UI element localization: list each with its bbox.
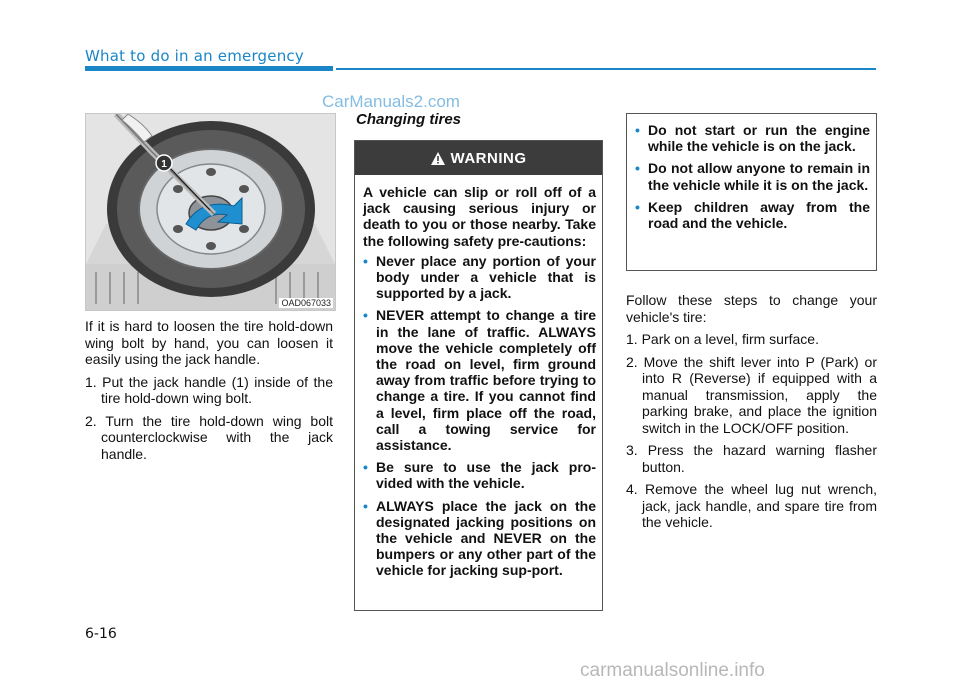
list-item: 1. Park on a level, firm surface. (626, 331, 819, 347)
header-rule-thin (336, 68, 876, 70)
callout-number: 1 (161, 159, 167, 170)
bullet-icon: • (635, 198, 640, 215)
spare-tire-figure (85, 113, 336, 311)
warning-box (354, 140, 603, 611)
spare-tire-illustration (86, 114, 335, 310)
list-item: • Keep children away from the road and the vehicle. (635, 198, 870, 232)
list-item: 1. Put the jack handle (1) inside of the tire hold-down wing bolt. (85, 373, 333, 406)
watermark: CarManuals2.com (322, 92, 460, 111)
list-item: • ALWAYS place the jack on the designated jacking positions on the vehicle and NEVER on the bumpers or any other part of the vehicle for jacking sup-port. (363, 497, 596, 579)
warning-intro: A vehicle can slip or roll off of a jack causing serious injury or death to you or those nearby. Take the following safety pre-cautions: (363, 184, 596, 249)
warning-body (355, 175, 602, 579)
footer-source-mark: carmanualsonline.info (580, 660, 765, 681)
page-number: 6-16 (85, 626, 117, 642)
intro-paragraph: If it is hard to loosen the tire hold-down wing bolt by hand, you can loosen it easily using the jack handle. (85, 318, 333, 367)
caution-bullets (635, 122, 870, 231)
bullet-icon: • (635, 122, 640, 138)
list-item: 3. Press the hazard warning flasher button. (626, 442, 877, 475)
caution-box (626, 113, 877, 271)
list-item: 2. Turn the tire hold-down wing bolt counterclockwise with the jack handle. (85, 412, 333, 462)
list-item: • Be sure to use the jack pro-vided with the vehicle. (363, 459, 596, 492)
sub-heading: Changing tires (356, 111, 462, 128)
step-list (626, 331, 877, 531)
caution-body (627, 114, 876, 231)
warning-header (355, 141, 602, 175)
left-column (85, 318, 333, 468)
list-item: • Never place any portion of your body under a vehicle that is supported by a jack. (363, 252, 596, 302)
bullet-icon: • (363, 252, 368, 269)
list-item: • Do not allow anyone to remain in the vehicle while it is on the jack. (635, 160, 870, 193)
list-item: 4. Remove the wheel lug nut wrench, jack, jack handle, and spare tire from the vehicle. (626, 481, 877, 530)
intro-paragraph: Follow these steps to change your vehicle's tire: (626, 292, 877, 325)
section-header: What to do in an emergency (85, 47, 304, 65)
warning-bullets (363, 253, 596, 579)
bullet-icon: • (363, 497, 368, 514)
right-column (626, 292, 877, 537)
warning-label: WARNING (450, 149, 527, 167)
list-item: • NEVER attempt to change a tire in the lane of traffic. ALWAYS move the vehicle completely off the road on level, firm ground away from traffic before trying to change a tire. If you cannot find a level, firm place off the road, call a towing service for assistance. (363, 307, 596, 454)
warning-triangle-icon (431, 152, 445, 165)
header-rule-thick (85, 66, 333, 71)
bullet-icon: • (363, 459, 368, 476)
figure-code: OAD067033 (281, 298, 331, 308)
bullet-icon: • (363, 307, 368, 324)
bullet-icon: • (635, 160, 640, 177)
step-list (85, 374, 333, 463)
list-item: 2. Move the shift lever into P (Park) or into R (Reverse) if equipped with a manual transmission, apply the parking brake, and place the ignition switch in the LOCK/OFF position. (626, 353, 877, 436)
list-item: • Do not start or run the engine while the vehicle is on the jack. (635, 122, 870, 155)
